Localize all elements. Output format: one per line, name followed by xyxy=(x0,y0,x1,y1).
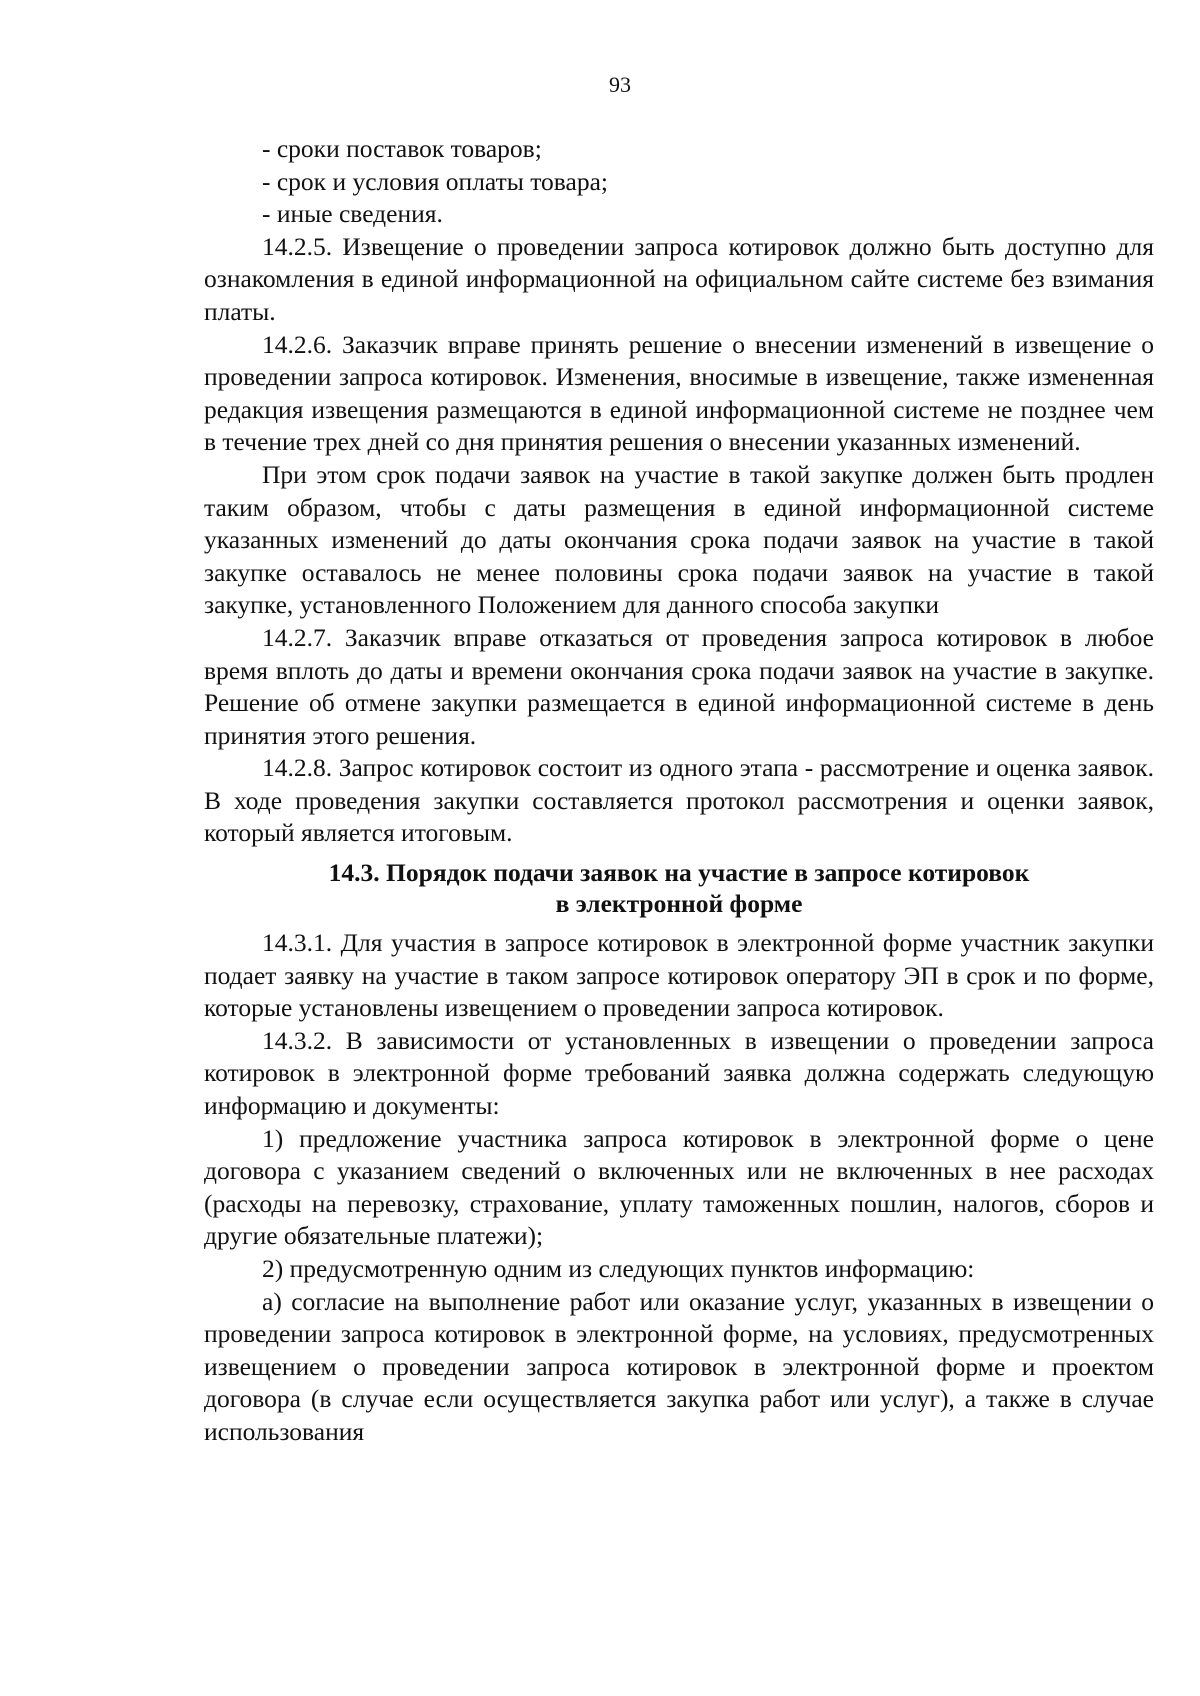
document-body xyxy=(204,133,1154,1449)
paragraph-14-2-8: 14.2.8. Запрос котировок состоит из одного этапа - рассмотрение и оценка заявок. В ходе проведения закупки составляется протокол рассмотрения и оценки заявок, который является итоговым. xyxy=(204,753,1154,848)
paragraph-14-3-2: 14.3.2. В зависимости от установленных в извещении о проведении запроса котировок в электронной форме требований заявка должна содержать следующую информацию и документы: xyxy=(204,1025,1154,1121)
paragraph-14-2-7: 14.2.7. Заказчик вправе отказаться от проведения запроса котировок в любое время вплоть до даты и времени окончания срока подачи заявок на участие в закупке. Решение об отмене закупки размещается в единой информационной системе в день принятия этого решения. xyxy=(204,622,1154,750)
paragraph-14-2-5: 14.2.5. Извещение о проведении запроса котировок должно быть доступно для ознакомления в единой информационной на официальном сайте системе без взимания платы. xyxy=(204,231,1154,326)
list-item: - сроки поставок товаров; xyxy=(262,134,542,163)
paragraph-14-3-1: 14.3.1. Для участия в запросе котировок в электронной форме участник закупки подает заявку на участие в таком запросе котировок оператору ЭП в срок и по форме, которые установлены извещением о проведении запроса котировок. xyxy=(204,928,1154,1023)
list-item-1: 1) предложение участника запроса котировок в электронной форме о цене договора с указанием сведений о включенных или не включенных в нее расходах (расходы на перевозку, страхование, уплату таможенных пошлин, налогов, сборов и другие обязательные платежи); xyxy=(204,1123,1154,1251)
section-heading-line2: в электронной форме xyxy=(555,889,803,919)
paragraph-14-2-6: 14.2.6. Заказчик вправе принять решение о внесении изменений в извещение о проведении запроса котировок. Изменения, вносимые в извещение, также измененная редакция извещения размещаются в единой информационной системе не позднее чем в течение трех дней со дня принятия решения о внесении указанных изменений. xyxy=(204,329,1154,457)
section-heading-line1: 14.3. Порядок подачи заявок на участие в запросе котировок xyxy=(328,858,1030,888)
list-item-2: 2) предусмотренную одним из следующих пунктов информацию: xyxy=(262,1254,975,1283)
list-item: - иные сведения. xyxy=(262,199,443,229)
list-item-2a: а) согласие на выполнение работ или оказание услуг, указанных в извещении о проведении запроса котировок в электронной форме, на условиях, предусмотренных извещением о проведении запроса котировок в электронной форме и проектом договора (в случае если осуществляется закупка работ или услуг), а также в случае использования xyxy=(204,1286,1154,1446)
paragraph-extension-term: При этом срок подачи заявок на участие в такой закупке должен быть продлен таким образом, чтобы с даты размещения в единой информационной системе указанных изменений до даты окончания срока подачи заявок на участие в такой закупке оставалось не менее половины срока подачи заявок на участие в такой закупке, установленного Положением для данного способа закупки xyxy=(204,459,1154,620)
section-heading-14-3 xyxy=(204,857,1154,919)
page-number: 93 xyxy=(609,72,631,97)
list-item: - срок и условия оплаты товара; xyxy=(262,166,608,196)
